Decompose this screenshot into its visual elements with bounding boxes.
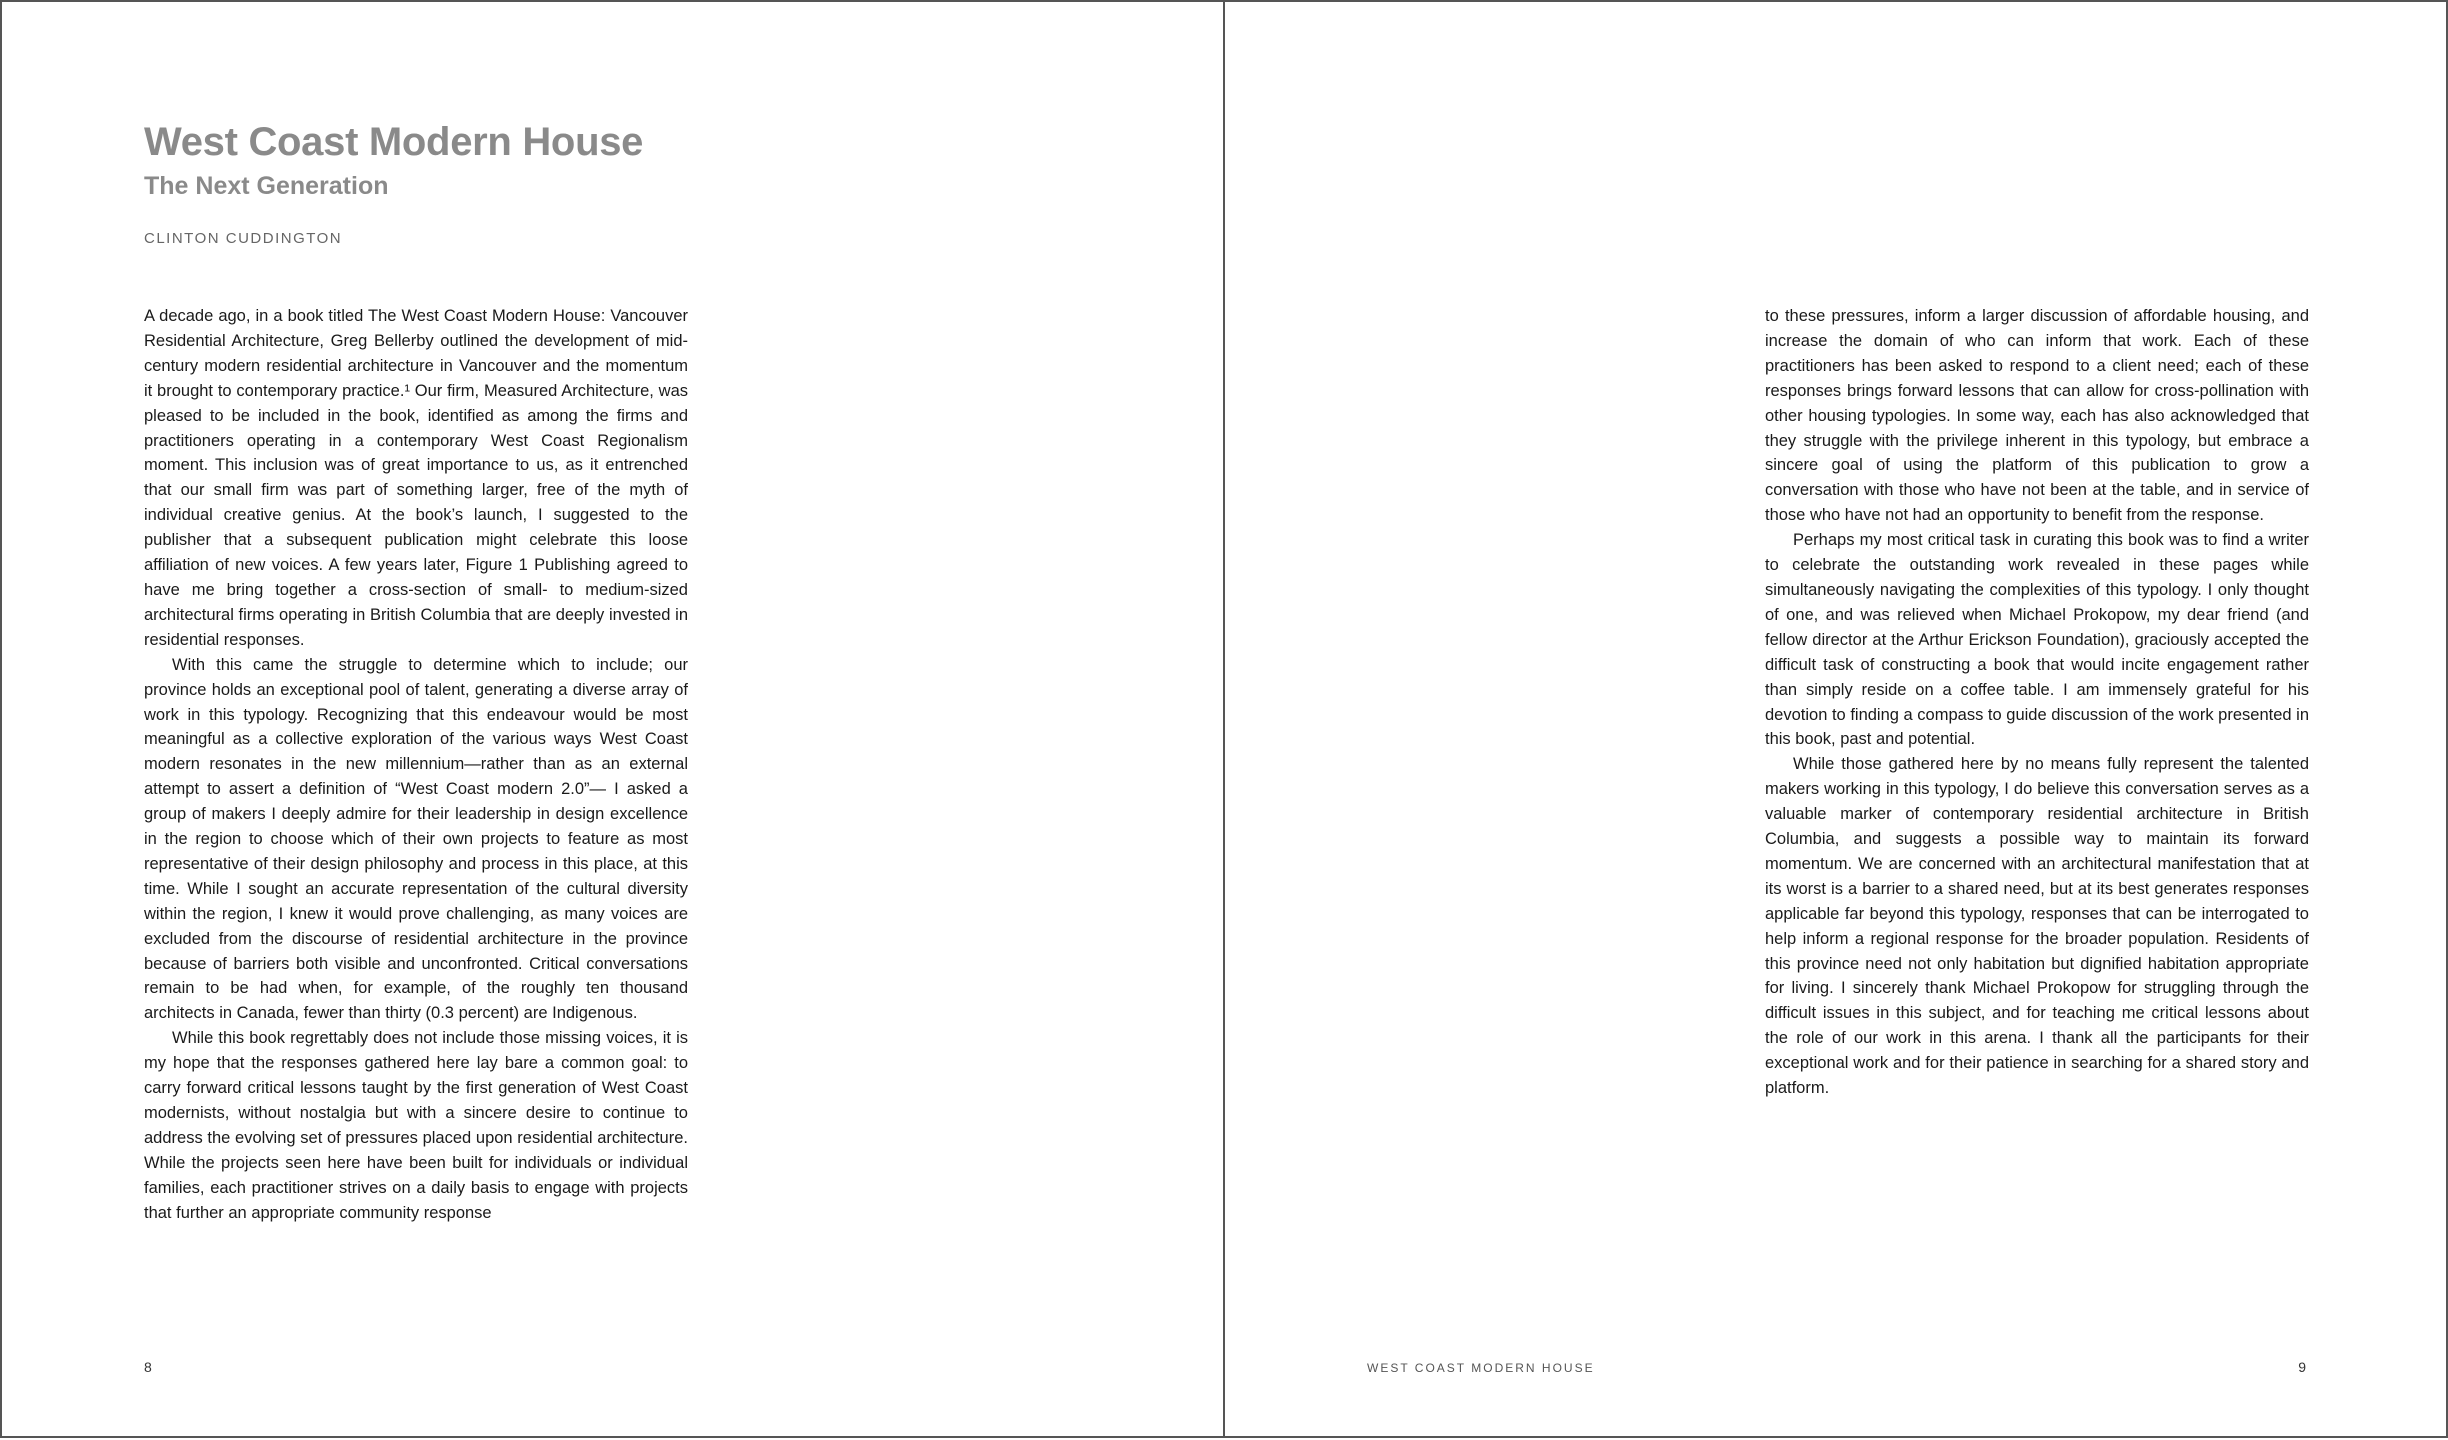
left-page	[0, 0, 1225, 1438]
page-number-right: 9	[2298, 1359, 2306, 1375]
author-name: CLINTON CUDDINGTON	[144, 230, 343, 247]
page-number-left: 8	[144, 1359, 152, 1375]
right-page	[1223, 0, 2448, 1438]
chapter-title: West Coast Modern House	[144, 120, 644, 164]
left-body-text	[144, 304, 688, 1226]
running-head: WEST COAST MODERN HOUSE	[1367, 1361, 1595, 1375]
paragraph: A decade ago, in a book titled The West Coast Modern House: Vancouver Residential Architecture, Greg Bellerby outlined the development of mid-century modern residential architecture in Vancouver and the momentum it brought to contemporary practice.¹ Our firm, Measured Architecture, was pleased to be included in the book, identified as among the firms and practitioners operating in a contemporary West Coast Regionalism moment. This inclusion was of great importance to us, as it entrenched that our small firm was part of something larger, free of the myth of individual creative genius. At the book’s launch, I suggested to the publisher that a subsequent publication might celebrate this loose affiliation of new voices. A few years later, Figure 1 Publishing agreed to have me bring together a cross-section of small- to medium-sized architectural firms operating in British Columbia that are deeply invested in residential responses.	[144, 307, 688, 649]
paragraph: With this came the struggle to determine which to include; our province holds an exceptional pool of talent, generating a diverse array of work in this typology. Recognizing that this endeavour would be most meaningful as a collective exploration of the various ways West Coast modern resonates in the new millennium—rather than as an external attempt to assert a definition of “West Coast modern 2.0”— I asked a group of makers I deeply admire for their leadership in design excellence in the region to choose which of their own projects to feature as most representative of their design philosophy and process in this place, at this time. While I sought an accurate representation of the cultural diversity within the region, I knew it would prove challenging, as many voices are excluded from the discourse of residential architecture in the province because of barriers both visible and unconfronted. Critical conversations remain to be had when, for example, of the roughly ten thousand architects in Canada, fewer than thirty (0.3 percent) are Indigenous.	[144, 655, 688, 1023]
paragraph: to these pressures, inform a larger discussion of affordable housing, and increase the domain of who can inform that work. Each of these practitioners has been asked to respond to a client need; each of these responses brings forward lessons that can allow for cross-pollination with other housing typologies. In some way, each has also acknowledged that they struggle with the privilege inherent in this typology, but embrace a sincere goal of using the platform of this publication to grow a conversation with those who have not been at the table, and in service of those who have not had an opportunity to benefit from the response.	[1765, 307, 2309, 525]
paragraph: While this book regrettably does not include those missing voices, it is my hope that the responses gathered here lay bare a common goal: to carry forward critical lessons taught by the first generation of West Coast modernists, without nostalgia but with a sincere desire to continue to address the evolving set of pressures placed upon residential architecture. While the projects seen here have been built for individuals or individual families, each practitioner strives on a daily basis to engage with projects that further an appropriate community response	[144, 1029, 688, 1222]
paragraph: While those gathered here by no means fully represent the talented makers working in this typology, I do believe this conversation serves as a valuable marker of contemporary residential architecture in British Columbia, and suggests a possible way to maintain its forward momentum. We are concerned with an architectural manifestation that at its worst is a barrier to a shared need, but at its best generates responses applicable far beyond this typology, responses that can be interrogated to help inform a regional response for the broader population. Residents of this province need not only habitation but dignified habitation appropriate for living. I sincerely thank Michael Prokopow for struggling through the difficult issues in this subject, and for teaching me critical lessons about the role of our work in this arena. I thank all the participants for their exceptional work and for their patience in searching for a shared story and platform.	[1765, 755, 2309, 1098]
paragraph: Perhaps my most critical task in curating this book was to find a writer to celebrate the outstanding work revealed in these pages while simultaneously navigating the complexities of this typology. I only thought of one, and was relieved when Michael Prokopow, my dear friend (and fellow director at the Arthur Erickson Foundation), graciously accepted the difficult task of constructing a book that would incite engagement rather than simply reside on a coffee table. I am immensely grateful for his devotion to finding a compass to guide discussion of the work presented in this book, past and potential.	[1765, 531, 2309, 749]
chapter-subtitle: The Next Generation	[144, 172, 389, 200]
right-body-text	[1765, 304, 2309, 1101]
